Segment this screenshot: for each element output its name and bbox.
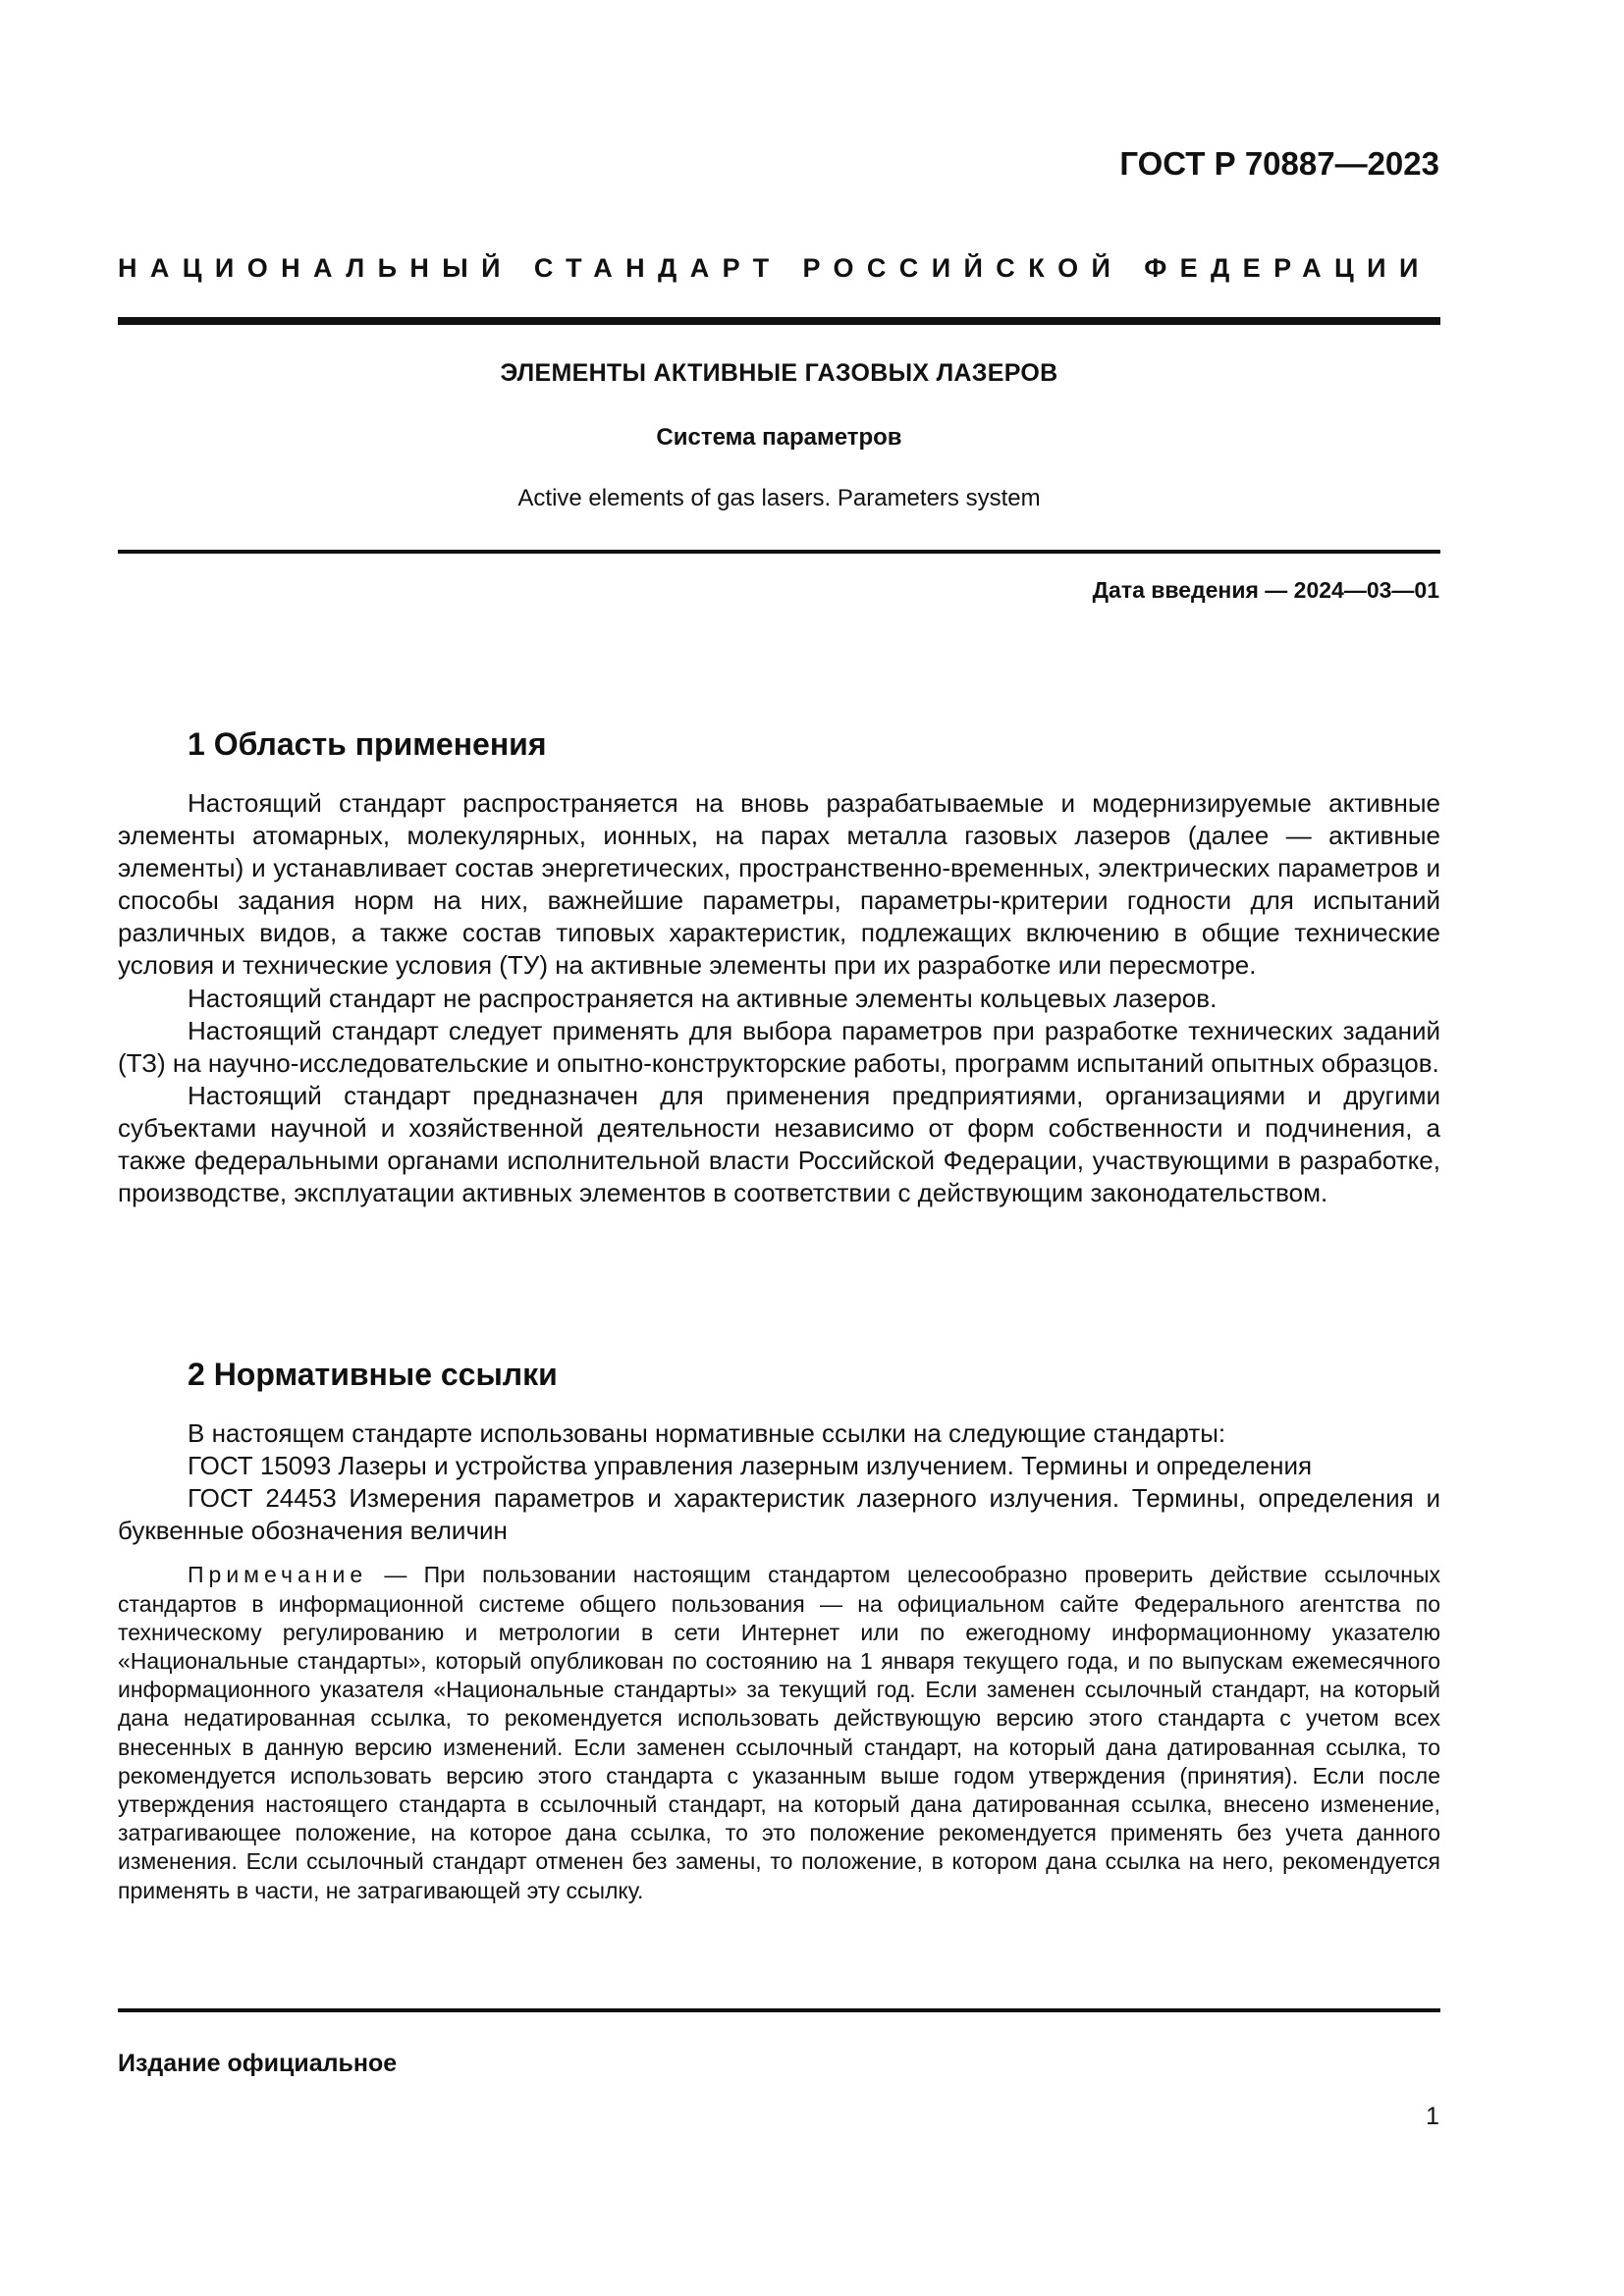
section-scope [118, 722, 1440, 1209]
section-heading-references: 2 Нормативные ссылки [188, 1357, 558, 1392]
header-rule-thick [118, 317, 1440, 325]
document-subtitle: Система параметров [656, 424, 902, 451]
document-title-english: Active elements of gas lasers. Parameters system [517, 485, 1041, 511]
national-standard-line: НАЦИОНАЛЬНЫЙ СТАНДАРТ РОССИЙСКОЙ ФЕДЕРАЦИИ [118, 253, 1432, 283]
reference-gost-24453: ГОСТ 24453 Измерения параметров и характеристик лазерного излучения. Термины, определения и буквенные обозначения величин [118, 1483, 1440, 1546]
scope-paragraph-3: Настоящий стандарт следует применять для выбора параметров при разработке технических заданий (ТЗ) на научно-исследовательские и опытно-конструкторские работы, программ испытаний опытных образцов. [118, 1015, 1440, 1078]
scope-paragraph-2: Настоящий стандарт не распространяется на активные элементы кольцевых лазеров. [188, 983, 1218, 1013]
references-intro: В настоящем стандарте использованы нормативные ссылки на следующие стандарты: [188, 1418, 1226, 1448]
note-label: Примечание [188, 1562, 368, 1588]
scope-paragraph-1: Настоящий стандарт распространяется на вновь разрабатываемые и модернизируемые активные элементы атомарных, молекулярных, ионных, на парах металла газовых лазеров (далее — активные элементы) и устанавливает состав энергетических, пространственно-временных, электрических параметров и способы задания норм на них, важнейшие параметры, параметры-критерии годности для испытаний различных видов, а также состав типовых характеристик, подлежащих включению в общие технические условия и технические условия (ТУ) на активные элементы при их разработке или пересмотре. [118, 788, 1440, 981]
official-edition-label: Издание официальное [118, 2050, 398, 2077]
references-note [118, 1561, 1440, 1904]
note-text: — При пользовании настоящим стандартом целесообразно проверить действие ссылочных стандартов в информационной системе общего пользования — на официальном сайте Федерального агентства по техническому регулированию и метрологии в сети Интернет или по ежегодному информационному указателю «Национальные стандарты», который опубликован по состоянию на 1 января текущего года, и по выпускам ежемесячного информационного указателя «Национальные стандарты» за текущий год. Если заменен ссылочный стандарт, на который дана недатированная ссылка, то рекомендуется использовать действующую версию этого стандарта с учетом всех внесенных в данную версию изменений. Если заменен ссылочный стандарт, на который дана датированная ссылка, то рекомендуется использовать версию этого стандарта с указанным выше годом утверждения (принятия). Если после утверждения настоящего стандарта в ссылочный стандарт, на который дана датированная ссылка, внесено изменение, затрагивающее положение, на которое дана ссылка, то это положение рекомендуется применять без учета данного изменения. Если ссылочный стандарт отменен без замены, то положение, в котором дана ссылка на него, рекомендуется применять в части, не затрагивающей эту ссылку. [118, 1562, 1440, 1903]
introduction-date: Дата введения — 2024—03—01 [1092, 577, 1439, 603]
reference-gost-15093: ГОСТ 15093 Лазеры и устройства управления лазерным излучением. Термины и определения [188, 1451, 1313, 1481]
document-title: ЭЛЕМЕНТЫ АКТИВНЫЕ ГАЗОВЫХ ЛАЗЕРОВ [500, 359, 1058, 387]
page-number: 1 [1426, 2103, 1439, 2130]
section-heading-scope: 1 Область применения [188, 726, 547, 762]
section-normative-references [118, 1353, 1440, 1905]
scope-paragraph-4: Настоящий стандарт предназначен для применения предприятиями, организациями и другими субъектами научной и хозяйственной деятельности независимо от форм собственности и подчинения, а также федеральными органами исполнительной власти Российской Федерации, участвующими в разработке, производстве, эксплуатации активных элементов в соответствии с действующим законодательством. [118, 1080, 1440, 1208]
document-number: ГОСТ Р 70887—2023 [1119, 145, 1439, 182]
footer-rule-thin [118, 2008, 1440, 2012]
title-rule-thin [118, 550, 1440, 554]
